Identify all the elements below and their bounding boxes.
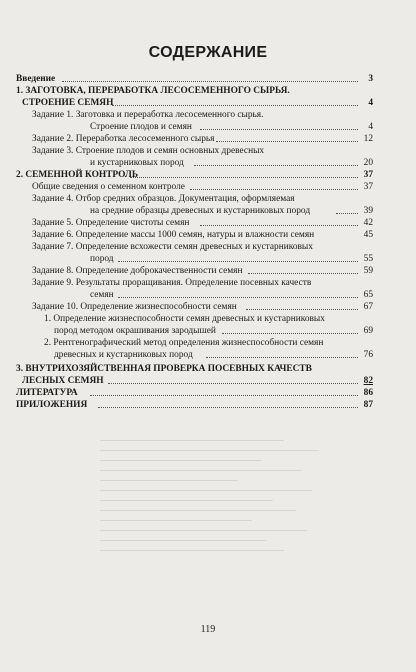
- toc-entry-task-1: Задание 1. Заготовка и переработка лесосеменного сырья.: [32, 110, 264, 120]
- toc-entry-task-10: Задание 10. Определение жизнеспособности семян 67: [32, 302, 373, 312]
- toc-entry-task-3: Задание 3. Строение плодов и семян основных древесных: [32, 146, 265, 156]
- toc-entry-task-1-cont: Строение плодов и семян 4: [90, 122, 373, 132]
- toc-entry-section-1-cont: СТРОЕНИЕ СЕМЯН 4: [22, 98, 373, 108]
- toc-entry-task-2: Задание 2. Переработка лесосеменного сырья 12: [32, 134, 373, 144]
- toc-entry-task-7: Задание 7. Определение всхожести семян древесных и кустарниковых: [32, 242, 313, 252]
- toc-entry-task-4-cont: на средние образцы древесных и кустарниковых пород 39: [90, 206, 373, 216]
- toc-entry-subtask-2-cont: древесных и кустарниковых пород 76: [54, 350, 373, 360]
- toc-entry-task-9-cont: семян 65: [90, 290, 373, 300]
- toc-entry-section-1: 1. ЗАГОТОВКА, ПЕРЕРАБОТКА ЛЕСОСЕМЕННОГО СЫРЬЯ.: [16, 86, 290, 96]
- toc-entry-subtask-1: 1. Определение жизнеспособности семян древесных и кустарниковых: [44, 314, 325, 324]
- page-number: 119: [200, 624, 216, 635]
- page-title: СОДЕРЖАНИЕ: [148, 44, 268, 61]
- toc-entry-task-9: Задание 9. Результаты проращивания. Определение посевных качеств: [32, 278, 312, 288]
- toc-entry-general: Общие сведения о семенном контроле 37: [32, 182, 373, 192]
- toc-entry-appendices: ПРИЛОЖЕНИЯ 87: [16, 400, 373, 410]
- toc-entry-section-2: 2. СЕМЕННОЙ КОНТРОЛЬ 37: [16, 170, 373, 180]
- toc-entry-task-4: Задание 4. Отбор средних образцов. Документация, оформляемая: [32, 194, 295, 204]
- toc-entry-subtask-1-cont: пород методом окрашивания зародышей 69: [54, 326, 373, 336]
- toc-entry-task-8: Задание 8. Определение доброкачественности семян 59: [32, 266, 373, 276]
- toc-entry-task-6: Задание 6. Определение массы 1000 семян, натуры и влажности семян 45: [32, 230, 373, 240]
- toc-entry-task-3-cont: и кустарниковых пород 20: [90, 158, 373, 168]
- toc-entry-section-3-cont: ЛЕСНЫХ СЕМЯН 82: [22, 376, 373, 386]
- toc-entry-literature: ЛИТЕРАТУРА 86: [16, 388, 373, 398]
- toc-entry-intro: Введение 3: [16, 74, 373, 84]
- toc-entry-subtask-2: 2. Рентгенографический метод определения жизнеспособности семян: [44, 338, 324, 348]
- toc-entry-section-3: 3. ВНУТРИХОЗЯЙСТВЕННАЯ ПРОВЕРКА ПОСЕВНЫХ КАЧЕСТВ: [16, 364, 312, 374]
- toc-entry-task-7-cont: пород 55: [90, 254, 373, 264]
- toc-entry-task-5: Задание 5. Определение чистоты семян 42: [32, 218, 373, 228]
